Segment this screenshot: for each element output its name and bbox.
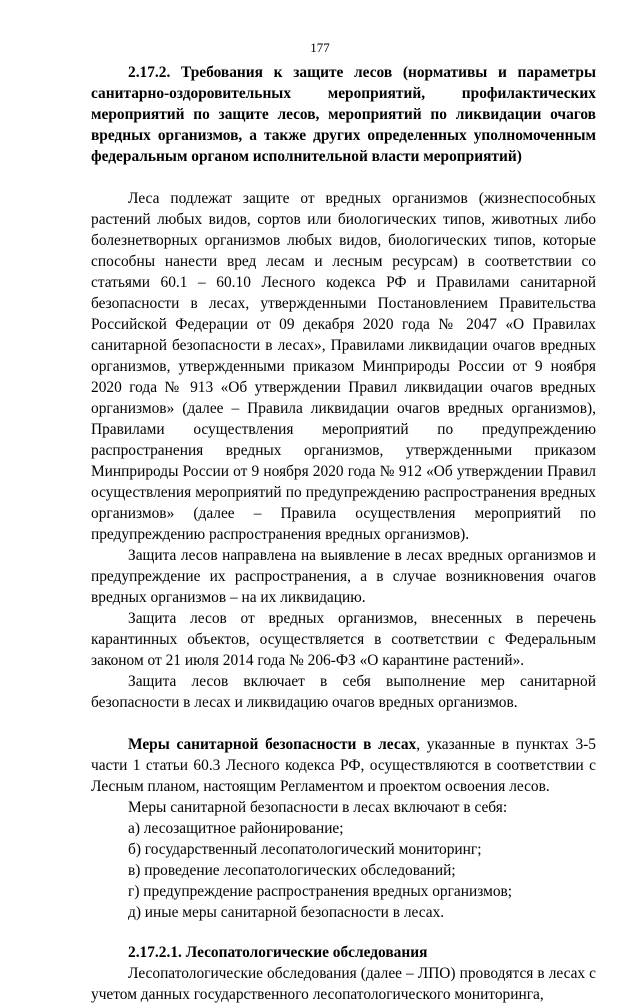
list-item: а) лесозащитное районирование; bbox=[128, 820, 344, 837]
page-number: 177 bbox=[310, 40, 330, 55]
paragraph-legal-basis: Леса подлежат защите от вредных организмов (жизнеспособных растений любых видов, сортов или биологических типов, животных либо болезнетворных организмов любых видов, биологических типов, которые способны нанести вред лесам и лесным ресурсам) в соответствии со статьями 60.1 – 60.10 Лесного кодекса РФ и Правилами санитарной безопасности в лесах, утвержденными Постановлением Правительства Российской Федерации от 09 декабря 2020 года № 2047 «О Правилах санитарной безопасности в лесах», Правилами ликвидации очагов вредных организмов, утвержденными приказом Минприроды России от 9 ноября 2020 года № 913 «Об утверждении Правил ликвидации очагов вредных организмов» (далее – Правила ликвидации очагов вредных организмов), Правилами осуществления мероприятий по предупреждению распространения вредных организмов, утвержденными приказом Минприроды России от 9 ноября 2020 года № 912 «Об утверждении Правил осуществления мероприятий по предупреждению распространения вредных организмов» (далее – Правила осуществления мероприятий по предупреждению распространения вредных организмов). bbox=[91, 190, 596, 543]
page-content bbox=[91, 62, 596, 1005]
measures-intro: Меры санитарной безопасности в лесах включают в себя: bbox=[128, 799, 508, 816]
paragraph-protection-includes: Защита лесов включает в себя выполнение мер санитарной безопасности в лесах и ликвидацию очагов вредных организмов. bbox=[91, 673, 596, 711]
list-item: б) государственный лесопатологический мониторинг; bbox=[128, 841, 482, 858]
section-heading: 2.17.2. Требования к защите лесов (нормативы и параметры санитарно-оздоровительных мероприятий, профилактических мероприятий по защите лесов, мероприятий по ликвидации очагов вредных организмов, а также других определенных уполномоченным федеральным органом исполнительной власти мероприятий) bbox=[91, 64, 596, 165]
subsection-paragraph: Лесопатологические обследования (далее – ЛПО) проводятся в лесах с учетом данных государственного лесопатологического мониторинга, bbox=[91, 965, 596, 1003]
list-item: д) иные меры санитарной безопасности в лесах. bbox=[128, 904, 445, 921]
paragraph-protection-purpose: Защита лесов направлена на выявление в лесах вредных организмов и предупреждение их распространения, а в случае возникновения очагов вредных организмов – на их ликвидацию. bbox=[91, 547, 596, 606]
subsection-heading: 2.17.2.1. Лесопатологические обследования bbox=[128, 944, 428, 961]
measures-lead-bold: Меры санитарной безопасности в лесах bbox=[128, 736, 417, 753]
list-item: в) проведение лесопатологических обследований; bbox=[128, 862, 456, 879]
list-item: г) предупреждение распространения вредных организмов; bbox=[128, 883, 513, 900]
paragraph-measures-lead bbox=[91, 734, 596, 797]
paragraph-quarantine: Защита лесов от вредных организмов, внесенных в перечень карантинных объектов, осуществляется в соответствии с Федеральным законом от 21 июля 2014 года № 206-ФЗ «О карантине растений». bbox=[91, 610, 596, 669]
measures-lead-rest: , указанные в пунктах 3-5 части 1 статьи 60.3 Лесного кодекса РФ, осуществляются в соответствии с Лесным планом, настоящим Регламентом и проектом освоения лесов. bbox=[91, 736, 596, 795]
